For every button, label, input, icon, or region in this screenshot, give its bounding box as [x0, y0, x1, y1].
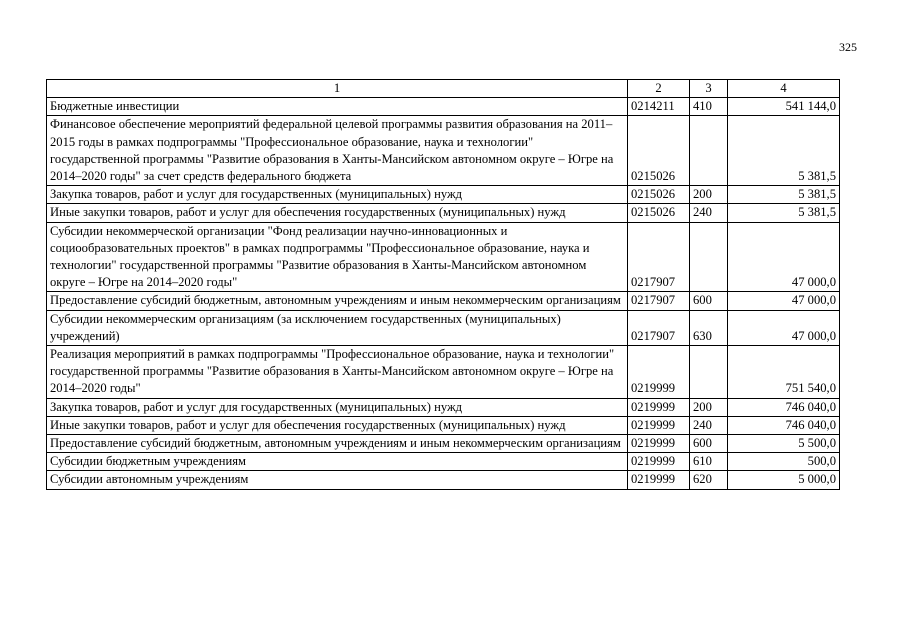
row-code-cell: 0217907	[628, 222, 690, 292]
table-row	[47, 204, 840, 222]
row-sum-cell: 541 144,0	[728, 98, 840, 116]
table-row	[47, 98, 840, 116]
row-code-cell: 0215026	[628, 116, 690, 186]
table-row	[47, 116, 840, 186]
row-code-cell: 0215026	[628, 186, 690, 204]
row-kind-cell: 240	[690, 416, 728, 434]
row-kind-cell: 610	[690, 453, 728, 471]
row-kind-cell: 620	[690, 471, 728, 489]
header-col-3: 3	[690, 80, 728, 98]
row-kind-cell: 630	[690, 310, 728, 345]
table-row	[47, 310, 840, 345]
row-code-cell: 0219999	[628, 453, 690, 471]
table-row	[47, 222, 840, 292]
table-row	[47, 398, 840, 416]
table-row	[47, 435, 840, 453]
row-name-cell: Субсидии некоммерческим организациям (за исключением государственных (муниципальных) учреждений)	[47, 310, 628, 345]
row-name-cell: Субсидии бюджетным учреждениям	[47, 453, 628, 471]
row-sum-cell: 47 000,0	[728, 222, 840, 292]
table-row	[47, 186, 840, 204]
row-code-cell: 0219999	[628, 346, 690, 399]
row-code-cell: 0215026	[628, 204, 690, 222]
row-kind-cell: 240	[690, 204, 728, 222]
row-name-cell: Закупка товаров, работ и услуг для государственных (муниципальных) нужд	[47, 186, 628, 204]
row-code-cell: 0219999	[628, 471, 690, 489]
row-sum-cell: 47 000,0	[728, 310, 840, 345]
row-kind-cell	[690, 116, 728, 186]
row-sum-cell: 751 540,0	[728, 346, 840, 399]
row-kind-cell	[690, 222, 728, 292]
row-kind-cell: 410	[690, 98, 728, 116]
row-name-cell: Закупка товаров, работ и услуг для государственных (муниципальных) нужд	[47, 398, 628, 416]
row-kind-cell: 200	[690, 186, 728, 204]
row-sum-cell: 500,0	[728, 453, 840, 471]
row-sum-cell: 47 000,0	[728, 292, 840, 310]
row-kind-cell: 200	[690, 398, 728, 416]
table-row	[47, 453, 840, 471]
row-code-cell: 0219999	[628, 398, 690, 416]
row-name-cell: Субсидии автономным учреждениям	[47, 471, 628, 489]
row-kind-cell	[690, 346, 728, 399]
row-sum-cell: 746 040,0	[728, 416, 840, 434]
row-kind-cell: 600	[690, 292, 728, 310]
row-name-cell: Иные закупки товаров, работ и услуг для обеспечения государственных (муниципальных) нужд	[47, 416, 628, 434]
table-row	[47, 292, 840, 310]
header-col-1: 1	[47, 80, 628, 98]
row-sum-cell: 5 500,0	[728, 435, 840, 453]
row-name-cell: Иные закупки товаров, работ и услуг для обеспечения государственных (муниципальных) нужд	[47, 204, 628, 222]
row-sum-cell: 746 040,0	[728, 398, 840, 416]
row-name-cell: Бюджетные инвестиции	[47, 98, 628, 116]
row-code-cell: 0217907	[628, 292, 690, 310]
header-col-2: 2	[628, 80, 690, 98]
table-row	[47, 471, 840, 489]
row-code-cell: 0214211	[628, 98, 690, 116]
row-name-cell: Финансовое обеспечение мероприятий федеральной целевой программы развития образования на 2011–2015 годы в рамках подпрограммы "Профессиональное образование, наука и технологии" государственной программы "Развитие образования в Ханты-Мансийском автономном округе – Югре на 2014–2020 годы" за счет средств федерального бюджета	[47, 116, 628, 186]
row-sum-cell: 5 381,5	[728, 186, 840, 204]
row-sum-cell: 5 381,5	[728, 116, 840, 186]
table-row	[47, 416, 840, 434]
row-name-cell: Предоставление субсидий бюджетным, автономным учреждениям и иным некоммерческим организациям	[47, 435, 628, 453]
row-code-cell: 0219999	[628, 416, 690, 434]
row-code-cell: 0219999	[628, 435, 690, 453]
header-col-4: 4	[728, 80, 840, 98]
row-sum-cell: 5 000,0	[728, 471, 840, 489]
table-row	[47, 346, 840, 399]
page-number: 325	[839, 40, 857, 54]
row-name-cell: Реализация мероприятий в рамках подпрограммы "Профессиональное образование, наука и технологии" государственной программы "Развитие образования в Ханты-Мансийском автономном округе – Югре на 2014–2020 годы"	[47, 346, 628, 399]
row-name-cell: Субсидии некоммерческой организации "Фонд реализации научно-инновационных и социообразовательных проектов" в рамках подпрограммы "Профессиональное образование, наука и технологии" государственной программы "Развитие образования в Ханты-Мансийском автономном округе – Югре на 2014–2020 годы"	[47, 222, 628, 292]
row-kind-cell: 600	[690, 435, 728, 453]
row-code-cell: 0217907	[628, 310, 690, 345]
budget-table	[46, 79, 840, 490]
row-sum-cell: 5 381,5	[728, 204, 840, 222]
row-name-cell: Предоставление субсидий бюджетным, автономным учреждениям и иным некоммерческим организациям	[47, 292, 628, 310]
table-header-row	[47, 80, 840, 98]
